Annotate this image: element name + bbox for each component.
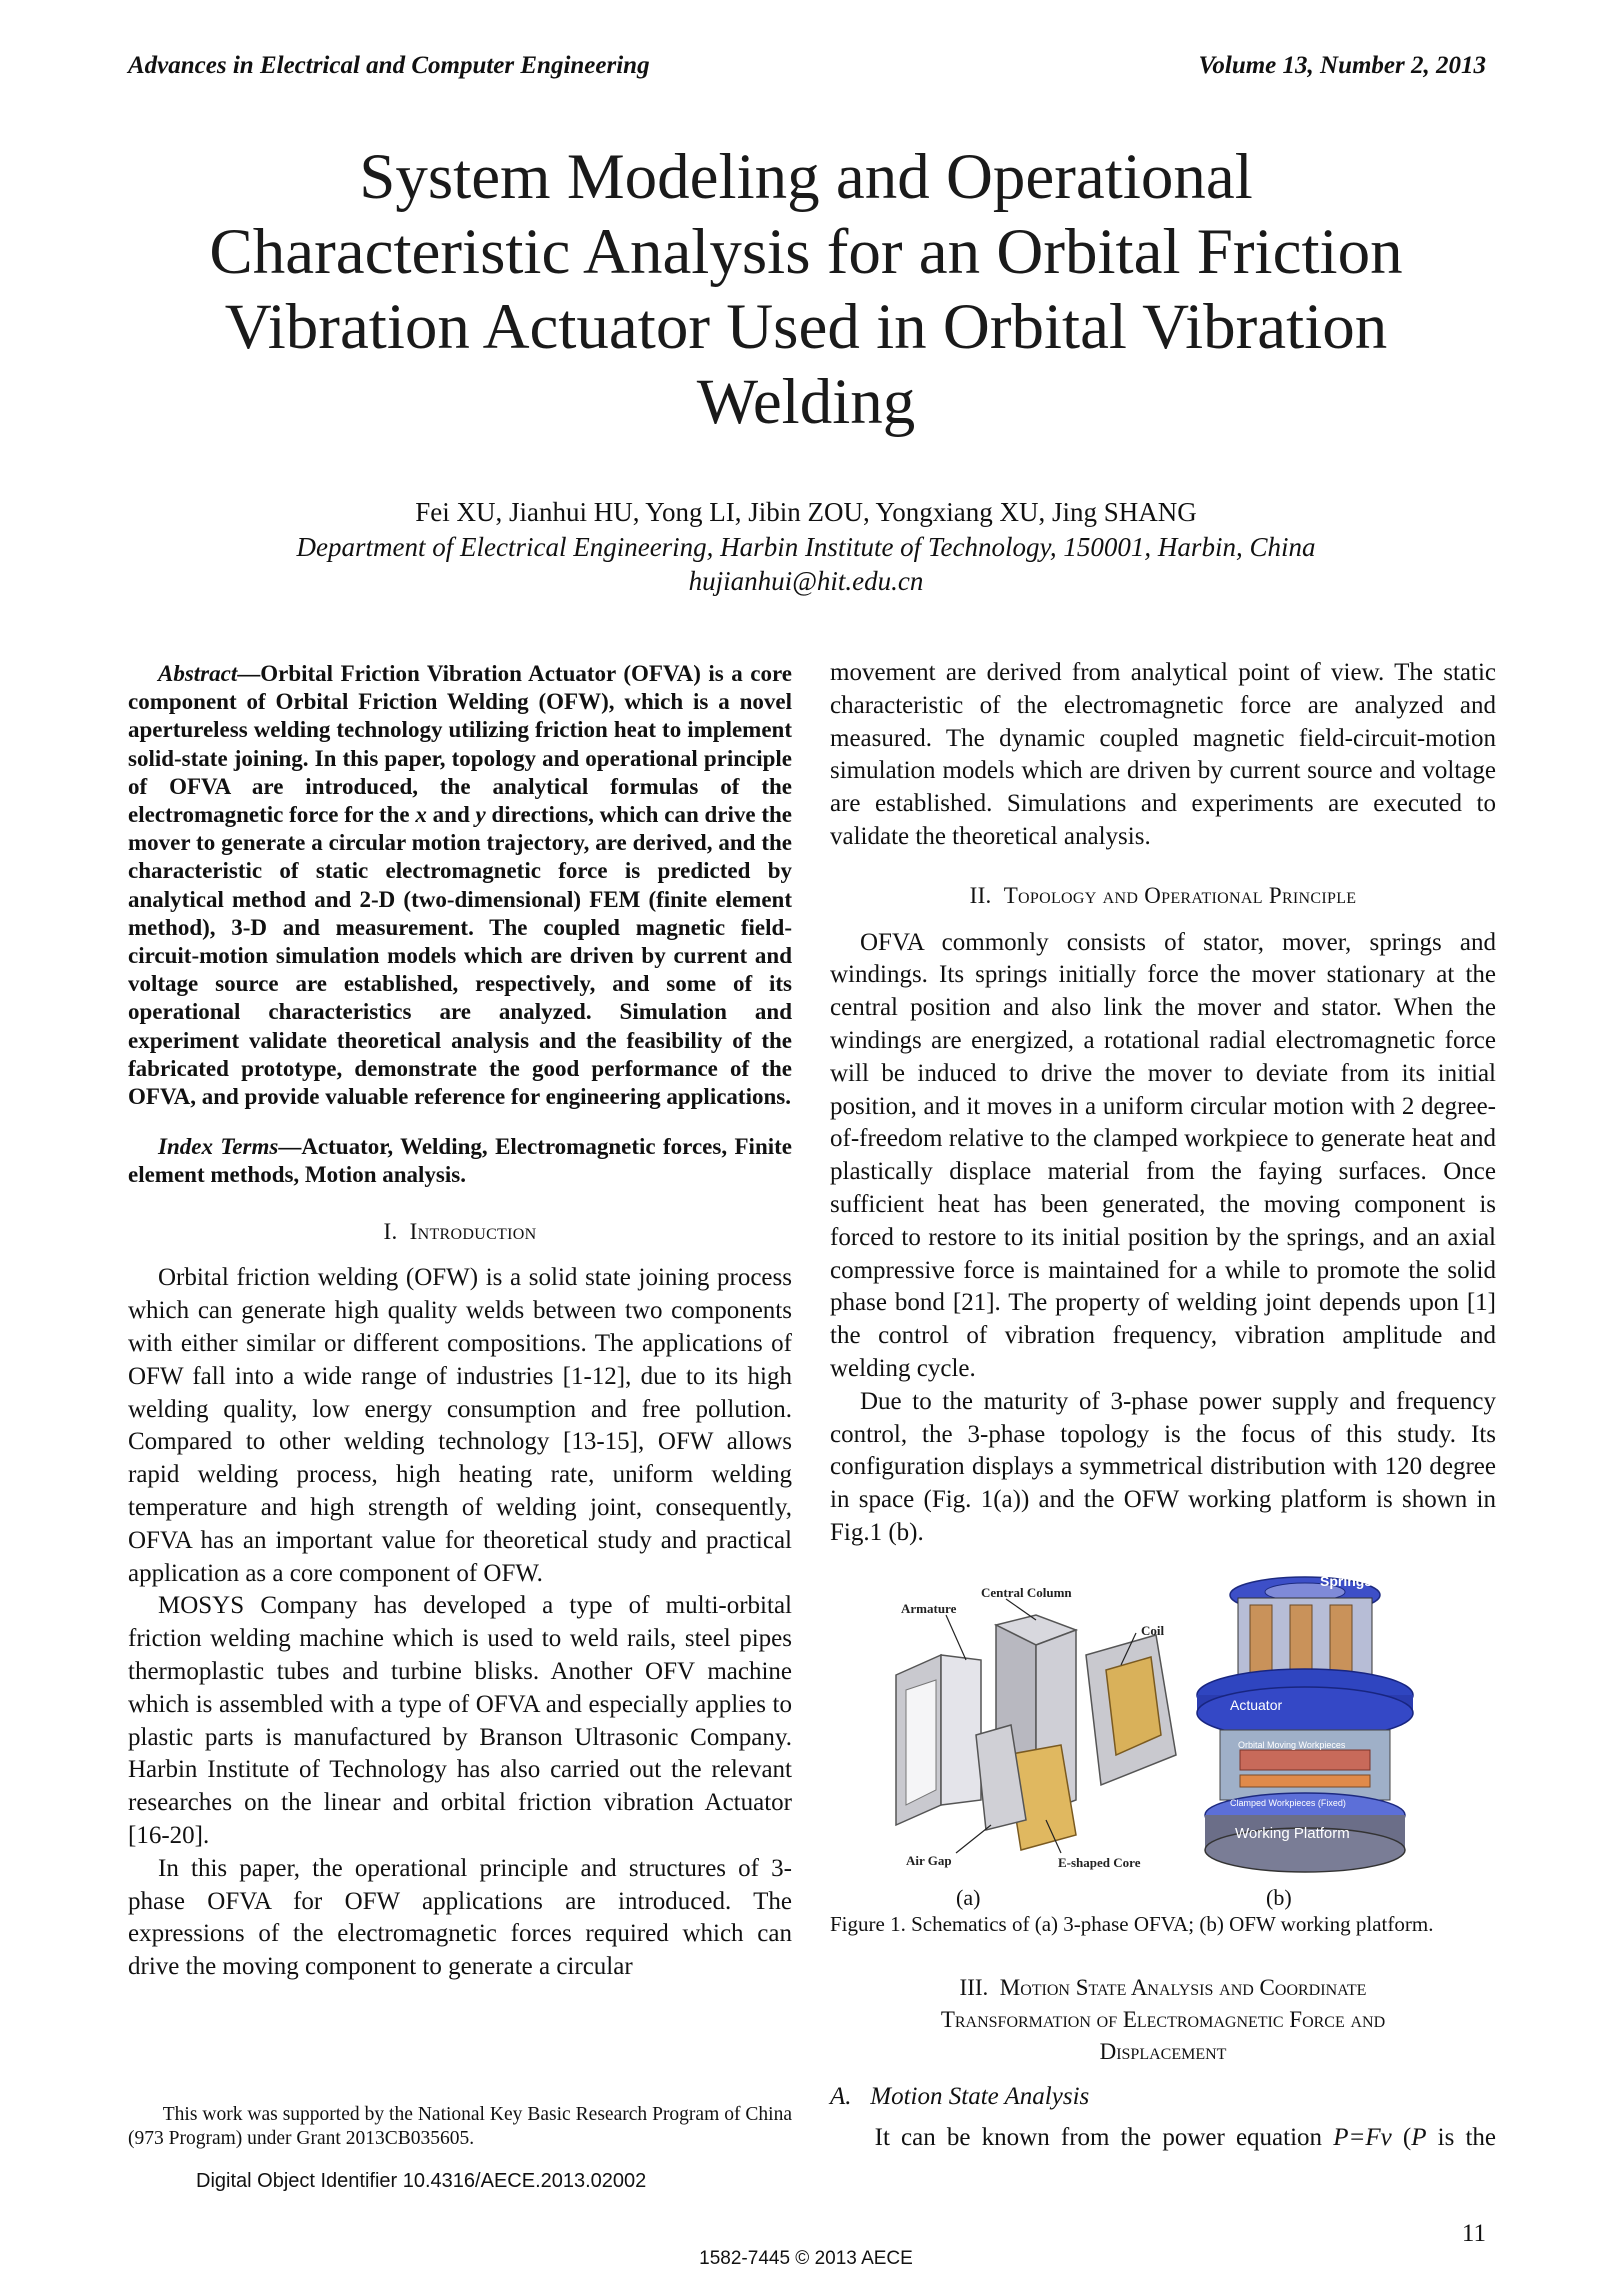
paragraph: Orbital friction welding (OFW) is a solid state joining process which can generate high quality welds between two components with either similar or different compositions. The applications of OFW fall into a wide range of industries [1-12], due to its high welding quality, low energy consumption and free pollution. Compared to other welding technology [13-15], OFW allows rapid welding process, high heating rate, uniform welding temperature and high strength of welding joint, consequently, OFVA has an important value for theoretical study and practical application as a core component of OFW. [128, 1264, 792, 1587]
paragraph: OFVA commonly consists of stator, mover, springs and windings. Its springs initially force the mover stationary at the central position and also link the mover and stator. When the windings are energized, a rotational radial electromagnetic force will be induced to drive the mover to deviate from its initial position, and it moves in a uniform circular motion with 2 degree-of-freedom relative to the clamped workpiece to generate heat and plastically displace material from the faying surfaces. Once sufficient heat has been generated, the moving component is forced to restore to its initial position by the springs, and an axial compressive force is maintained for a while to promote the solid phase bond [21]. The property of welding joint depends upon [1] the control of vibration frequency, vibration amplitude and welding cycle. [830, 928, 1496, 1382]
section-title: Introduction [409, 1218, 537, 1244]
paragraph [830, 2124, 1496, 2152]
figure-caption: Figure 1. Schematics of (a) 3-phase OFVA; (b) OFW working platform. [830, 1912, 1434, 1936]
subsection-title: Motion State Analysis [870, 2083, 1090, 2110]
section-heading-motion [830, 1972, 1496, 2068]
paragraph-text: ( [1391, 2124, 1412, 2151]
author-list: Fei XU, Jianhui HU, Yong LI, Jibin ZOU, Yongxiang XU, Jing SHANG [415, 497, 1197, 527]
abstract-text: and [426, 802, 476, 828]
section-title: Displacement [1099, 2039, 1227, 2064]
abstract-var-y: y [475, 802, 486, 828]
label-fixed-workpieces: Clamped Workpieces (Fixed) [1230, 1798, 1346, 1808]
subcaption-b: (b) [1266, 1885, 1292, 1910]
funding-footnote [128, 2103, 792, 2151]
doi[interactable]: Digital Object Identifier 10.4316/AECE.2013.02002 [196, 2170, 647, 2192]
title-line: Vibration Actuator Used in Orbital Vibration [224, 291, 1388, 363]
label-coil: Coil [1141, 1623, 1165, 1638]
abstract-label: Abstract [158, 661, 238, 686]
abstract-text: directions, which can drive the mover to generate a circular motion trajectory, are derived, and the characteristic of static electromagnetic force is predicted by analytical method and 2-D (two-dimensional) FEM (finite element method), 3-D and measurement. The coupled magnetic field-circuit-motion simulation models which are driven by current and voltage source are established, respectively, and some of its operational characteristics are analyzed. Simulation and experiment validate theoretical analysis and the feasibility of the fabricated prototype, demonstrate the good performance of the OFVA, and provide valuable reference for engineering applications. [128, 802, 793, 1110]
subcaption-a: (a) [956, 1885, 981, 1910]
paragraph: movement are derived from analytical point of view. The static characteristic of the electromagnetic force are analyzed and measured. The dynamic coupled magnetic field-circuit-motion simulation models which are driven by current source and voltage are established. Simulations and experiments are executed to validate the theoretical analysis. [830, 659, 1496, 850]
section-title: Motion State Analysis and Coordinate [999, 1975, 1367, 2000]
label-moving-workpieces: Orbital Moving Workpieces [1238, 1740, 1346, 1750]
abstract [128, 660, 792, 1111]
label-springs: Springs [1320, 1573, 1373, 1589]
paper-title [160, 140, 1452, 440]
equation: P=Fv [1333, 2124, 1392, 2151]
label-working-platform: Working Platform [1235, 1825, 1350, 1842]
index-terms-text: —Actuator, Welding, Electromagnetic forces, Finite element methods, Motion analysis. [128, 1134, 792, 1188]
ofva-schematic-image [886, 1585, 1186, 1875]
figure-1 [830, 1573, 1496, 1925]
subsection-heading [830, 2083, 1089, 2111]
section-title: Topology and Operational Principle [1003, 882, 1357, 908]
left-column [128, 660, 792, 1984]
title-line: System Modeling and Operational [359, 141, 1253, 213]
affiliation: Department of Electrical Engineering, Harbin Institute of Technology, 150001, Harbin, China [296, 532, 1316, 562]
paragraph: Due to the maturity of 3-phase power supply and frequency control, the 3-phase topology is the focus of this study. Its configuration displays a symmetrical distribution with 120 degree in space (Fig. 1(a)) and the OFW working platform is shown in Fig.1 (b). [830, 1387, 1496, 1546]
section-title: Transformation of Electromagnetic Force and [940, 2007, 1386, 2032]
volume-info: Volume 13, Number 2, 2013 [1198, 52, 1486, 79]
paragraph-text: is the [1426, 2124, 1496, 2151]
paragraph: MOSYS Company has developed a type of multi-orbital friction welding machine which is used to weld rails, steel pipes thermoplastic tubes and turbine blisks. Another OFV machine which is assembled with a type of OFVA and especially applies to plastic parts is manufactured by Branson Ultrasonic Company. Harbin Institute of Technology has also carried out the relevant researches on the linear and orbital friction vibration Actuator [16-20]. [128, 1592, 792, 1849]
index-terms-label: Index Terms [158, 1134, 279, 1160]
journal-name: Advances in Electrical and Computer Engineering [128, 52, 650, 79]
label-central-column: Central Column [981, 1585, 1072, 1600]
paragraph-text: It can be known from the power equation [874, 2124, 1334, 2151]
contact-email[interactable]: hujianhui@hit.edu.cn [688, 566, 924, 596]
abstract-var-x: x [415, 802, 427, 828]
issn-copyright: 1582-7445 © 2013 AECE [699, 2248, 913, 2269]
label-actuator: Actuator [1230, 1697, 1283, 1713]
working-platform-image [1190, 1570, 1420, 1875]
subsection-label: A. [830, 2083, 852, 2110]
label-e-core: E-shaped Core [1058, 1855, 1141, 1870]
section-heading-introduction [128, 1216, 792, 1249]
variable-p: P [1411, 2124, 1427, 2151]
section-number: III. [959, 1975, 989, 2000]
footnote-text: This work was supported by the National Key Basic Research Program of China (973 Program) under Grant 2013CB035605. [128, 2104, 792, 2149]
label-armature: Armature [901, 1601, 957, 1616]
section-heading-topology [830, 880, 1496, 913]
index-terms [128, 1133, 792, 1189]
section-number: I. [383, 1218, 398, 1244]
paragraph: In this paper, the operational principle and structures of 3-phase OFVA for OFW applications are introduced. The expressions of the electromagnetic forces required which can drive the moving component to generate a circular [128, 1854, 792, 1981]
title-line: Characteristic Analysis for an Orbital Friction [209, 216, 1403, 288]
abstract-text: —Orbital Friction Vibration Actuator (OFVA) is a core component of Orbital Friction Welding (OFW), which is a novel apertureless welding technology utilizing friction heat to implement solid-state joining. In this paper, topology and operational principle of OFVA are introduced, the analytical formulas of the electromagnetic force for the [128, 661, 792, 828]
label-air-gap: Air Gap [906, 1853, 952, 1868]
title-line: Welding [696, 366, 916, 438]
page-number: 11 [1461, 2220, 1486, 2247]
right-column [830, 657, 1496, 1550]
section-number: II. [969, 882, 992, 908]
